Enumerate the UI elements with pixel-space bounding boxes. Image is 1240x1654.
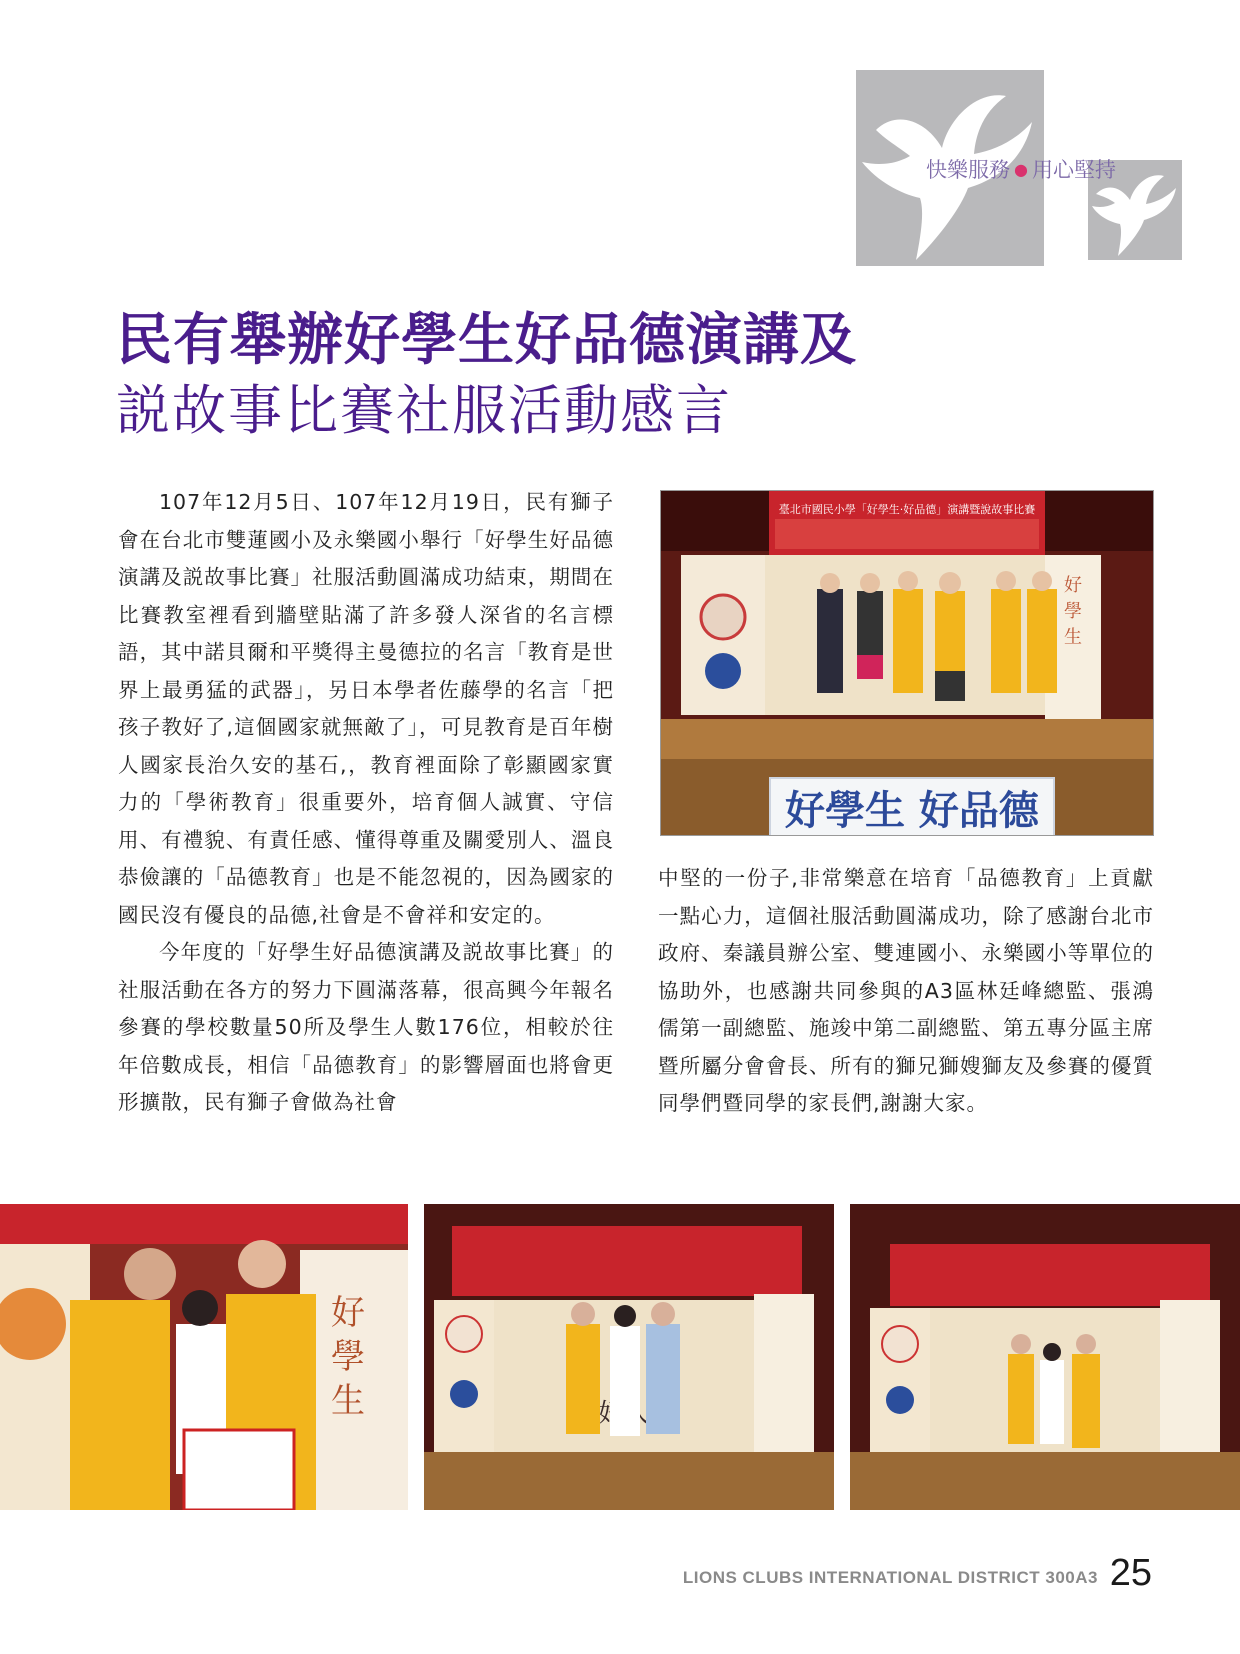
tagline-right: 用心堅持 bbox=[1031, 158, 1116, 182]
svg-text:好: 好 bbox=[1064, 575, 1082, 596]
svg-text:學: 學 bbox=[1064, 601, 1082, 622]
page-number: 25 bbox=[1109, 1552, 1152, 1594]
photo-caption-sign: 好學生 好品德 bbox=[769, 777, 1055, 836]
svg-text:生: 生 bbox=[1064, 627, 1082, 648]
board-char-2: 學 bbox=[331, 1337, 365, 1377]
board-char-1: 好 bbox=[331, 1293, 365, 1333]
award-photo-3 bbox=[850, 1204, 1240, 1510]
bullet-dot-icon: ● bbox=[1014, 160, 1028, 179]
text-column-left bbox=[118, 484, 614, 1122]
section-tagline bbox=[926, 154, 1116, 184]
board-char-3: 生 bbox=[331, 1381, 365, 1421]
photo-banner-text: 臺北市國民小學「好學生‧好品德」演講暨說故事比賽 bbox=[778, 503, 1036, 516]
paragraph-1: 107年12月5日、107年12月19日，民有獅子會在台北市雙蓮國小及永樂國小舉行「好學生好品德演講及説故事比賽」社服活動圓滿成功結束，期間在比賽教室裡看到牆壁貼滿了許多發人深省的名言標語，其中諾貝爾和平獎得主曼德拉的名言「教育是世界上最勇猛的武器」，另日本學者佐藤學的名言「把孩子教好了,這個國家就無敵了」，可見教育是百年樹人國家長治久安的基石,，教育裡面除了彰顯國家實力的「學術教育」很重要外，培育個人誠實、守信用、有禮貌、有責任感、懂得尊重及關愛別人、溫良恭儉讓的「品德教育」也是不能忽視的，因為國家的國民沒有優良的品德,社會是不會祥和安定的。 bbox=[118, 490, 614, 927]
tagline-left: 快樂服務 bbox=[926, 158, 1010, 182]
award-photo-1 bbox=[0, 1204, 408, 1510]
footer-org: LIONS CLUBS INTERNATIONAL DISTRICT 300A3 bbox=[682, 1568, 1098, 1587]
article-subtitle: 説故事比賽社服活動感言 bbox=[116, 379, 732, 442]
award-photo-2 bbox=[424, 1204, 834, 1510]
group-photo bbox=[660, 490, 1154, 836]
text-column-right bbox=[658, 860, 1154, 1123]
paragraph-3: 中堅的一份子,非常樂意在培育「品德教育」上貢獻一點心力，這個社服活動圓滿成功，除了感謝台北市政府、秦議員辦公室、雙連國小、永樂國小等單位的協助外，也感謝共同參與的A3區林廷峰總監、張鴻儒第一副總監、施竣中第二副總監、第五專分區主席暨所屬分會會長、所有的獅兄獅嫂獅友及參賽的優質同學們暨同學的家長們,謝謝大家。 bbox=[658, 866, 1154, 1115]
article-title: 民有舉辦好學生好品德演講及 bbox=[116, 308, 857, 373]
paragraph-2: 今年度的「好學生好品德演講及説故事比賽」的社服活動在各方的努力下圓滿落幕，很高興今年報名參賽的學校數量50所及學生人數176位，相較於往年倍數成長，相信「品德教育」的影響層面也將會更形擴散，民有獅子會做為社會 bbox=[118, 940, 614, 1114]
